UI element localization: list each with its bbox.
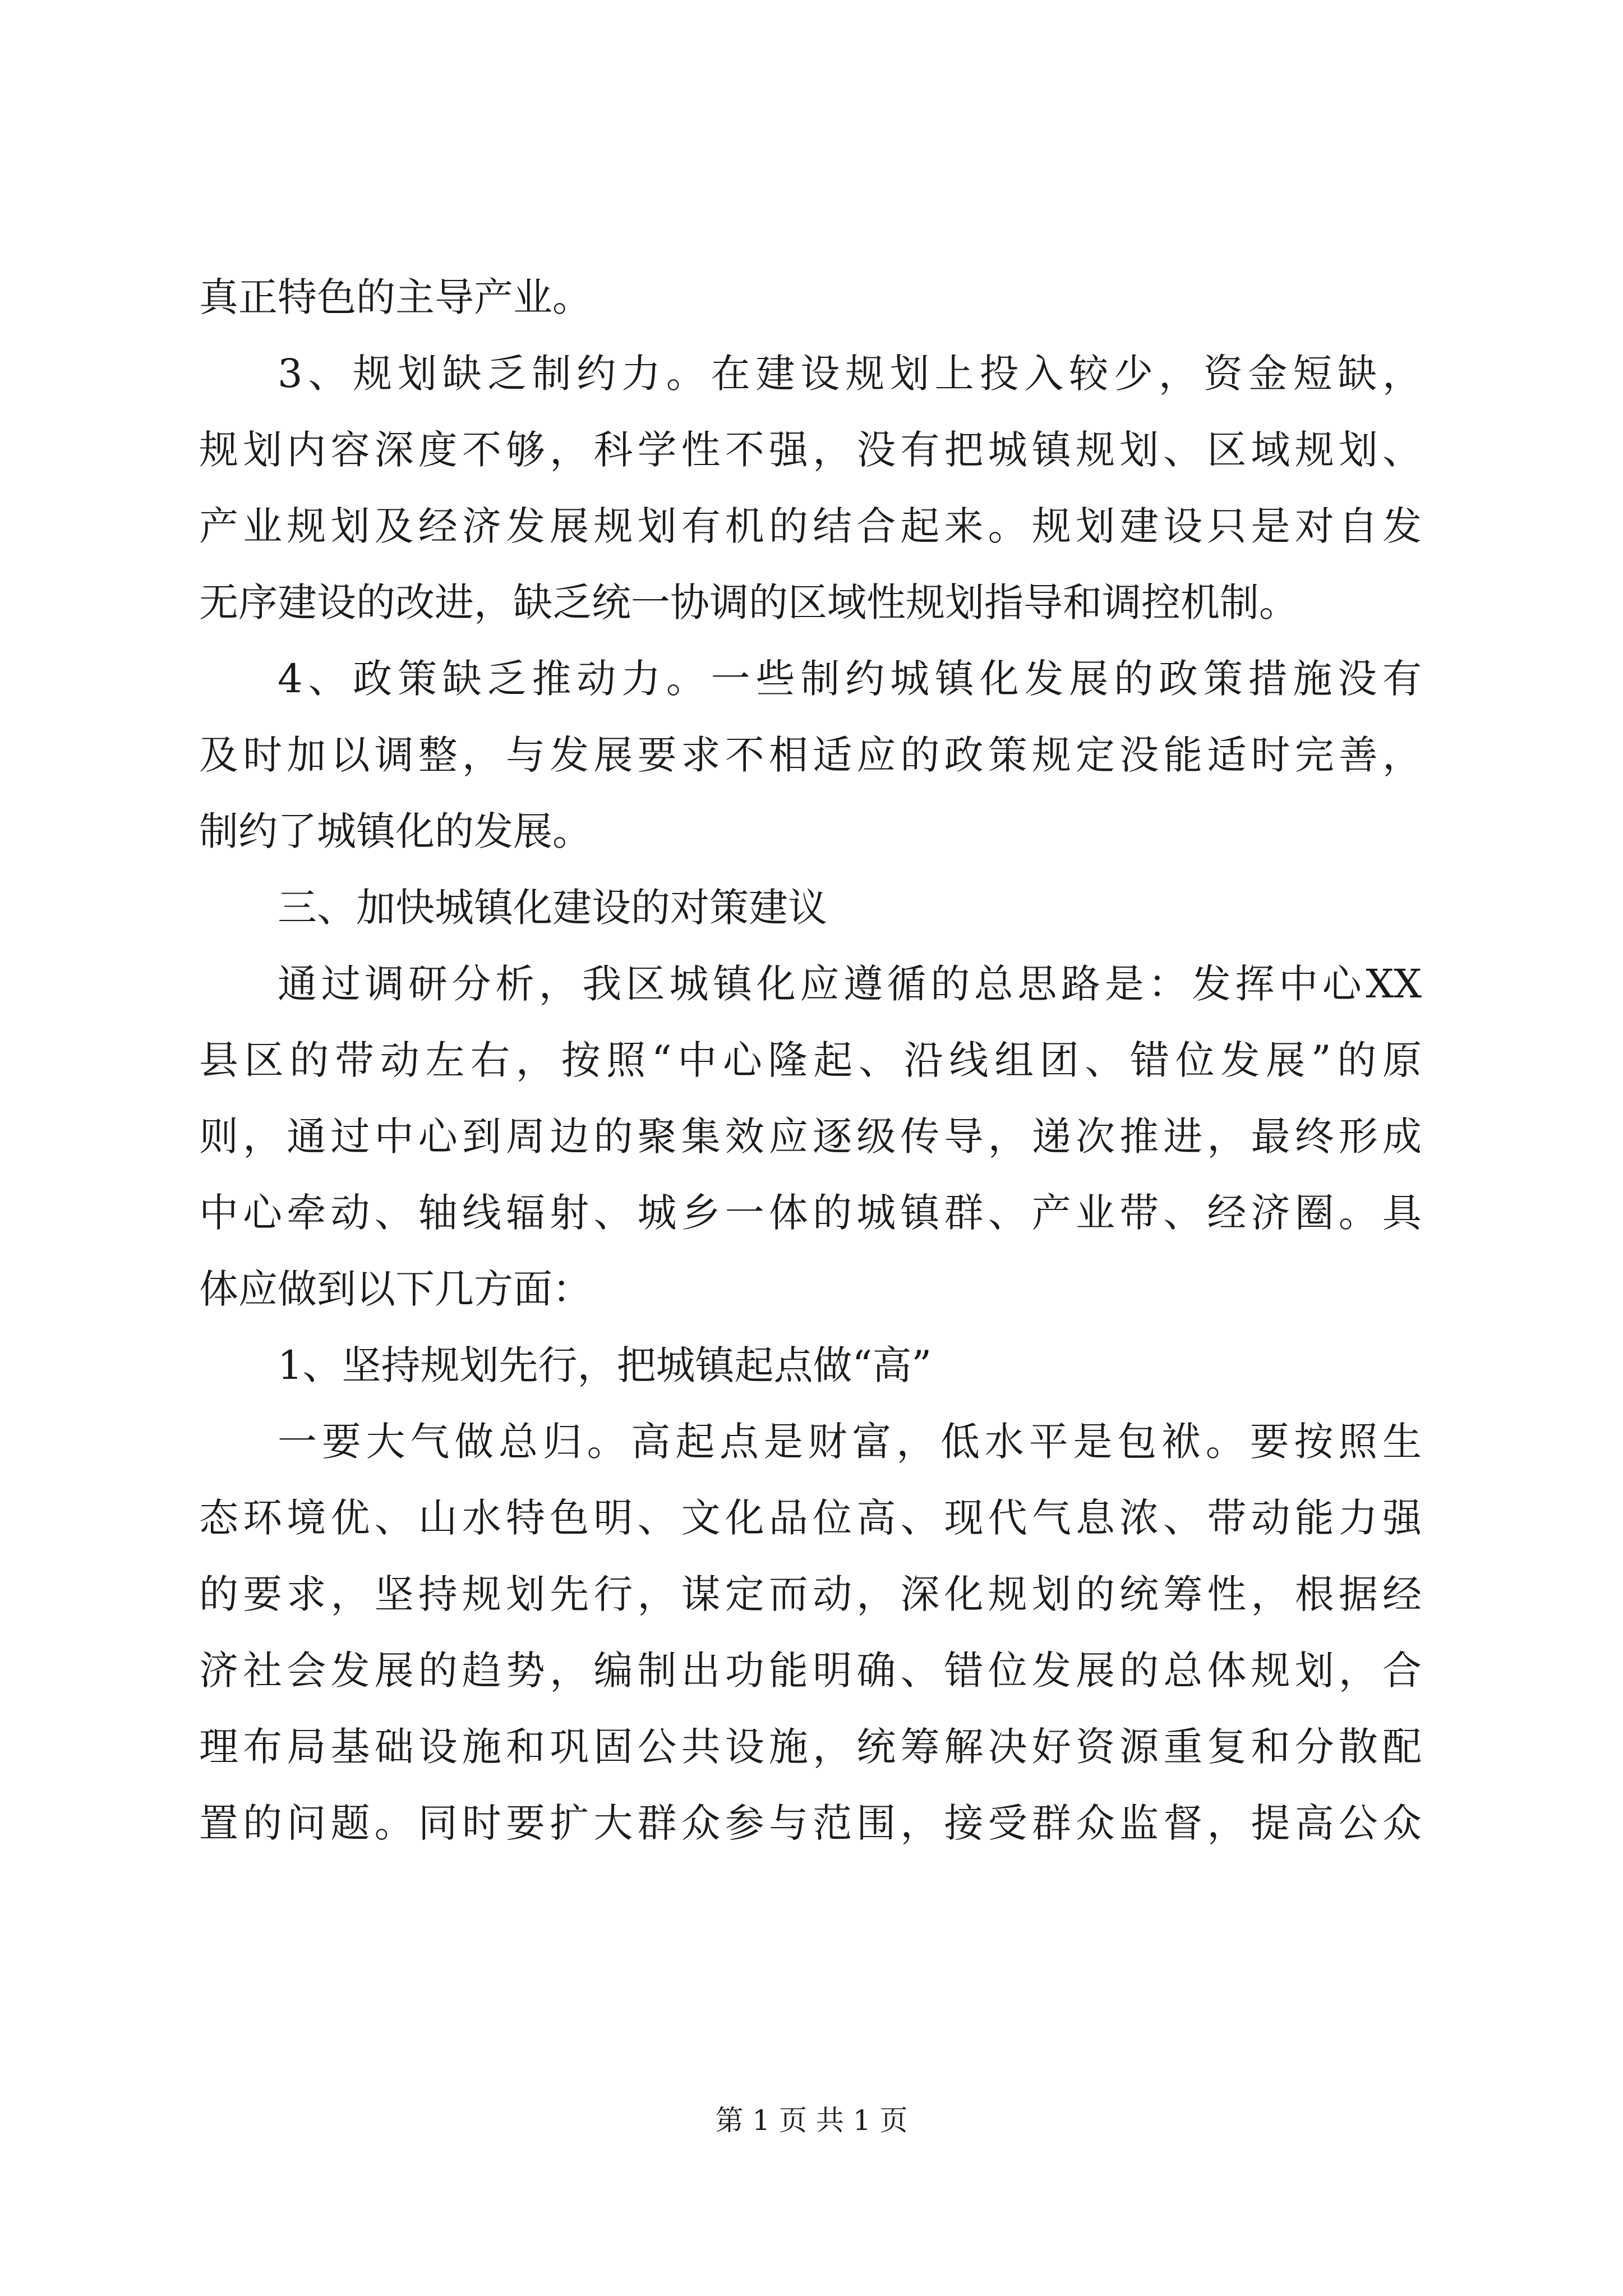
text-line: 中心牵动、轴线辐射、城乡一体的城镇群、产业带、经济圈。具 [199,1190,1422,1236]
text-line: 置的问题。同时要扩大群众参与范围，接受群众监督，提高公众 [199,1800,1422,1846]
text-line: 及时加以调整，与发展要求不相适应的政策规定没能适时完善， [199,732,1422,778]
text-line: 产业规划及经济发展规划有机的结合起来。规划建设只是对自发 [199,503,1422,549]
text-line: 3、规划缺乏制约力。在建设规划上投入较少，资金短缺， [278,351,1422,397]
text-line: 一要大气做总归。高起点是财富，低水平是包袱。要按照生 [278,1419,1422,1465]
section-heading: 三、加快城镇化建设的对策建议 [278,885,827,931]
text-line: 制约了城镇化的发展。 [199,808,592,854]
text-line: 4、政策缺乏推动力。一些制约城镇化发展的政策措施没有 [278,656,1422,702]
text-line: 体应做到以下几方面： [199,1266,592,1312]
text-line: 无序建设的改进，缺乏统一协调的区域性规划指导和调控机制。 [199,579,1298,625]
text-line: 规划内容深度不够，科学性不强，没有把城镇规划、区域规划、 [199,427,1422,473]
page-number-footer: 第 1 页 共 1 页 [715,2104,908,2137]
text-line: 济社会发展的趋势，编制出功能明确、错位发展的总体规划，合 [199,1648,1422,1694]
text-line: 县区的带动左右，按照“中心隆起、沿线组团、错位发展”的原 [199,1037,1422,1083]
text-line: 态环境优、山水特色明、文化品位高、现代气息浓、带动能力强 [199,1495,1422,1541]
text-line: 则，通过中心到周边的聚集效应逐级传导，递次推进，最终形成 [199,1114,1422,1159]
subsection-heading: 1、坚持规划先行，把城镇起点做“高” [278,1342,932,1388]
text-line: 真正特色的主导产业。 [199,274,592,320]
document-body [199,259,1422,1861]
text-line: 理布局基础设施和巩固公共设施，统筹解决好资源重复和分散配 [199,1724,1422,1770]
text-line: 的要求，坚持规划先行，谋定而动，深化规划的统筹性，根据经 [199,1571,1422,1617]
text-line: 通过调研分析，我区城镇化应遵循的总思路是：发挥中心XX [278,961,1422,1007]
